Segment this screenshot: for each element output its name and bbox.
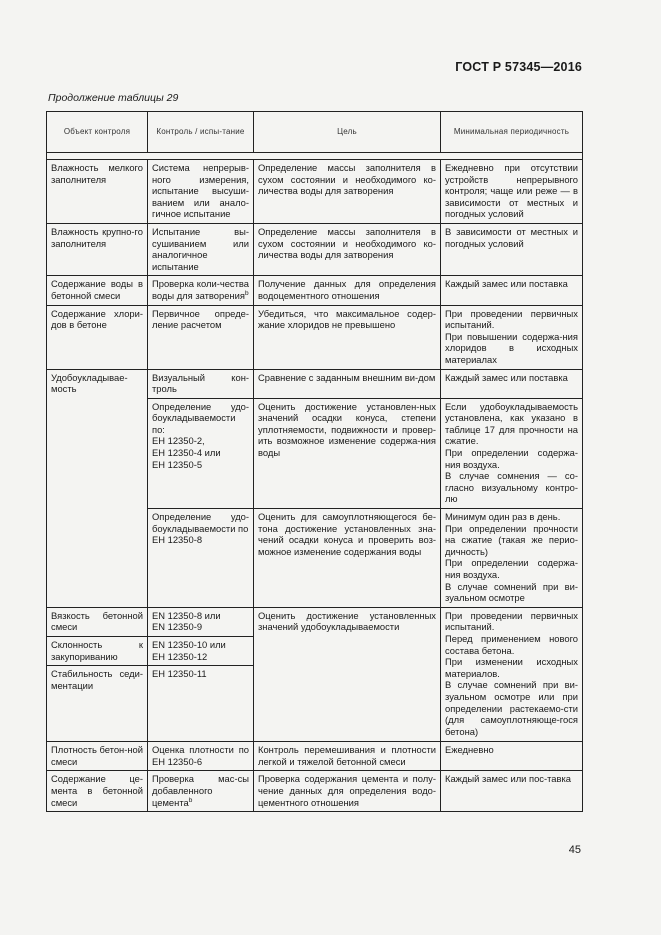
frequency-line: При определении содержа-ния воздуха. [445, 557, 578, 580]
cell-frequency: Ежедневно [441, 742, 583, 771]
cell-frequency [441, 398, 583, 508]
cell-object: Содержание хлори-дов в бетоне [47, 305, 148, 369]
cell-object: Содержание це-мента в бетонной смеси [47, 771, 148, 812]
cell-object: Влажность крупно-го заполнителя [47, 223, 148, 275]
frequency-line: При проведении первичных испытаний. [445, 609, 578, 633]
test-line: EH 12350-12 [152, 650, 208, 662]
frequency-line: При проведении первичных испытаний. [445, 307, 578, 331]
cell-frequency: Ежедневно при отсутствии устройств непрерывного контроля; чаще или реже — в зависимости от местных и погодных условий [441, 160, 583, 224]
cell-object: Плотность бетон-ной смеси [47, 742, 148, 771]
frequency-line: При изменении исходных материалов. [445, 656, 578, 679]
test-line: Определение удо-боукладываемости по: [152, 400, 249, 435]
test-line: Определение удо-боукладываемости по [152, 511, 249, 534]
cell-test-text: Проверка коли-чества воды для затворения [152, 278, 249, 301]
cell-object: Вязкость бетонной смеси [47, 607, 148, 636]
col-header-test: Контроль / испы-тание [148, 112, 254, 153]
page-number: 45 [568, 844, 581, 856]
test-line: EH 12350-2, [152, 435, 205, 447]
frequency-line: Если удобоукладываемость установлена, как указано в таблице 17 для прочности на сжатие. [445, 400, 578, 447]
table-row [47, 369, 583, 398]
cell-purpose: Оценить достижение установлен-ных значений осадки конуса, степени уплотняемости, подвижности и провер-ить возможное изменение содержа-ния воды [254, 398, 441, 508]
col-header-object: Объект контроля [47, 112, 148, 153]
table-row [47, 305, 583, 369]
frequency-line: В случае сомнений при ви-зуальном осмотре [445, 580, 578, 604]
table-row [47, 771, 583, 812]
table-row [47, 160, 583, 224]
cell-frequency [441, 305, 583, 369]
frequency-line: При повышении содержа-ния хлоридов в исходных материалах [445, 330, 578, 365]
frequency-line: В случае сомнения — со-гласно визуальному контро-лю [445, 470, 578, 505]
cell-purpose: Контроль перемешивания и плотности легкой и тяжелой бетонной смеси [254, 742, 441, 771]
frequency-line: Минимум один раз в день. [445, 511, 561, 523]
cell-purpose: Оценить достижение установленных значений удобоукладываемости [254, 607, 441, 741]
test-line: EN 12350-10 или [152, 638, 226, 650]
test-line: EN 12350-8 или [152, 609, 221, 621]
cell-purpose: Сравнение с заданным внешним ви-дом [254, 369, 441, 398]
cell-frequency: В зависимости от местных и погодных условий [441, 223, 583, 275]
cell-frequency: Каждый замес или поставка [441, 276, 583, 305]
cell-purpose: Проверка содержания цемента и полу-чение данных для определения водо-цементного отношения [254, 771, 441, 812]
table-row [47, 742, 583, 771]
test-line: EH 12350-4 или [152, 447, 221, 459]
cell-object: Влажность мелкого заполнителя [47, 160, 148, 224]
cell-frequency: Каждый замес или пос-тавка [441, 771, 583, 812]
cell-purpose: Определение массы заполнителя в сухом состоянии и необходимого ко-личества воды для затворения [254, 160, 441, 224]
footnote-mark: b [244, 289, 249, 297]
control-table [46, 111, 583, 812]
cell-test: Первичное опреде-ление расчетом [148, 305, 254, 369]
footnote-mark: b [188, 796, 193, 804]
cell-test: Испытание вы-сушиванием или аналогичное испытание [148, 223, 254, 275]
test-line: EH 12350-8 [152, 534, 203, 546]
table-caption: Продолжение таблицы 29 [48, 92, 179, 104]
header-divider [47, 153, 583, 160]
frequency-line: Перед применением нового состава бетона. [445, 632, 578, 656]
frequency-line: При определении содержа-ния воздуха. [445, 447, 578, 470]
cell-frequency [441, 607, 583, 741]
test-line: EH 12350-5 [152, 458, 203, 470]
cell-purpose: Убедиться, что максимальное содер-жание хлоридов не превышено [254, 305, 441, 369]
cell-test [148, 398, 254, 508]
table-row [47, 276, 583, 305]
cell-purpose: Получение данных для определения водоцементного отношения [254, 276, 441, 305]
col-header-frequency: Минимальная периодичность [441, 112, 583, 153]
table-row [47, 223, 583, 275]
test-line: EN 12350-9 [152, 621, 203, 633]
col-header-purpose: Цель [254, 112, 441, 153]
cell-frequency: Каждый замес или поставка [441, 369, 583, 398]
cell-purpose: Оценить для самоуплотняющегося бе-тона достижение установленных зна-чений осадки конуса и проверить воз-можное изменение содержания воды [254, 509, 441, 608]
table-header-row [47, 112, 583, 153]
cell-test-text: Проверка мас-сы добавленного цемента [152, 773, 249, 808]
cell-test: Система непрерыв-ного измерения, испытание высуши-ванием или анало-гичное испытание [148, 160, 254, 224]
cell-test [148, 771, 254, 812]
cell-frequency [441, 509, 583, 608]
frequency-line: В случае сомнений при ви-зуальном осмотре или при определении растекаемо-сти (для самоуплотняюще-гося бетона) [445, 679, 578, 737]
cell-test [148, 509, 254, 608]
cell-object: Склонность к закупориванию [47, 636, 148, 665]
cell-test [148, 276, 254, 305]
cell-test: Визуальный кон-троль [148, 369, 254, 398]
cell-test: EH 12350-11 [148, 666, 254, 742]
cell-purpose: Определение массы заполнителя в сухом состоянии и необходимого ко-личества воды для затворения [254, 223, 441, 275]
table-row [47, 607, 583, 636]
frequency-line: При определении прочности на сжатие (такая же перио-дичность) [445, 522, 578, 557]
cell-object: Содержание воды в бетонной смеси [47, 276, 148, 305]
cell-object: Удобоукладывае-мость [47, 369, 148, 607]
cell-test: Оценка плотности по EH 12350-6 [148, 742, 254, 771]
cell-object: Стабильность седи-ментации [47, 666, 148, 742]
cell-test [148, 636, 254, 665]
document-code: ГОСТ Р 57345—2016 [455, 60, 582, 74]
cell-test [148, 607, 254, 636]
